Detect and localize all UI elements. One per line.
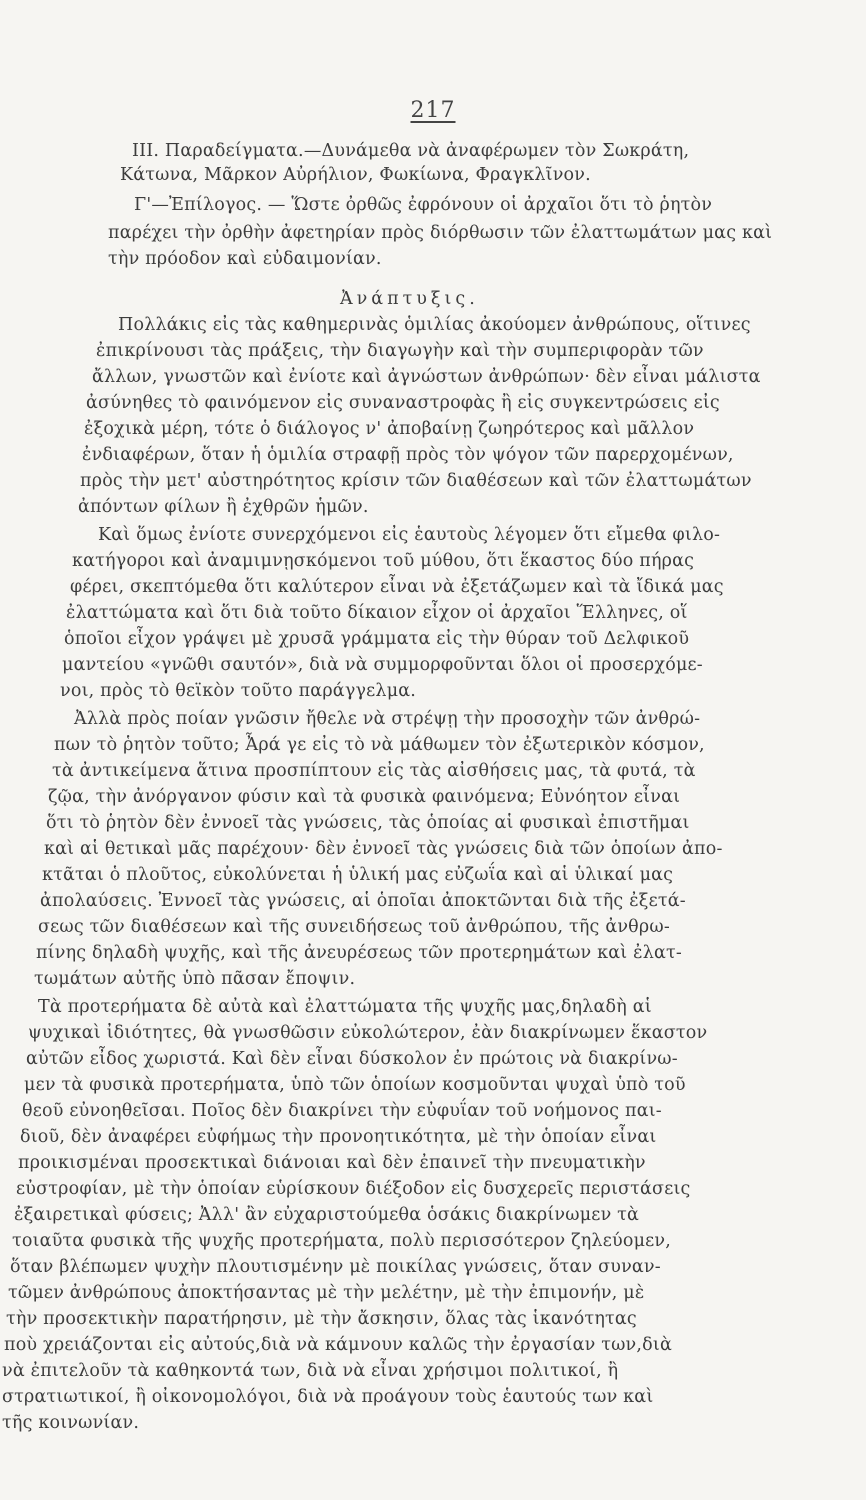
text-line: θεοῦ εὐνοηθεῖσαι. Ποῖος δὲν διακρίνει τὴν εὐφυΐαν τοῦ νοήμονος παι- [22,1101,662,1121]
text-line: τοιαῦτα φυσικὰ τῆς ψυχῆς προτερήματα, πολὺ περισσότερον ζηλεύομεν, [12,1231,672,1251]
text-line: ἐξοχικὰ μέρη, τότε ὁ διάλογος ν' ἀποβαίνῃ ζωηρότερος καὶ μᾶλλον [84,419,695,439]
text-line: τωμάτων αὐτῆς ὑπὸ πᾶσαν ἔποψιν. [34,969,356,989]
text-line: κατήγοροι καὶ ἀναμιμνῃσκόμενοι τοῦ μύθου, ὅτι ἕκαστος δύο πήρας [72,551,695,571]
text-line: παρέχει τὴν ὀρθὴν ἀφετηρίαν πρὸς διόρθωσιν τῶν ἐλαττωμάτων μας καὶ [108,223,773,243]
text-line: τὴν προσεκτικὴν παρατήρησιν, μὲ τὴν ἄσκησιν, ὅλας τὰς ἱκανότητας [6,1309,637,1329]
text-line: εὐστροφίαν, μὲ τὴν ὁποίαν εὑρίσκουν διέξοδον εἰς δυσχερεῖς περιστάσεις [16,1179,691,1199]
text-line: αὐτῶν εἶδος χωριστά. Καὶ δὲν εἶναι δύσκολον ἐν πρώτοις νὰ διακρίνω- [26,1049,678,1069]
text-line: διοῦ, δὲν ἀναφέρει εὐφήμως τὴν προνοητικότητα, μὲ τὴν ὁποίαν εἶναι [20,1127,657,1147]
text-line: τῆς κοινωνίαν. [2,1413,140,1433]
text-line: κτᾶται ὁ πλοῦτος, εὐκολύνεται ἡ ὑλική μας εὐζωΐα καὶ αἱ ὑλικαί μας [42,865,674,885]
text-line: ἄλλων, γνωστῶν καὶ ἐνίοτε καὶ ἀγνώστων ἀνθρώπων· δὲν εἶναι μάλιστα [92,367,761,387]
text-line: σεως τῶν διαθέσεων καὶ τῆς συνειδήσεως τοῦ ἀνθρώπου, τῆς ἀνθρω- [38,917,670,937]
text-line: νοι, πρὸς τὸ θεϊκὸν τοῦτο παράγγελμα. [60,681,417,701]
text-line: Καὶ ὅμως ἐνίοτε συνερχόμενοι εἰς ἑαυτοὺς λέγομεν ὅτι εἴμεθα φιλο- [98,525,721,545]
text-line: στρατιωτικοί, ἢ οἰκονομολόγοι, διὰ νὰ προάγουν τοὺς ἑαυτούς των καὶ [2,1387,654,1407]
page-text [0,138,866,1438]
text-line: πρὸς τὴν μετ' αὐστηρότητος κρίσιν τῶν διαθέσεων καὶ τῶν ἐλαττωμάτων [80,471,752,491]
text-line: ἀπολαύσεις. Ἐννοεῖ τὰς γνώσεις, αἱ ὁποῖαι ἀποκτῶνται διὰ τῆς ἐξετά- [40,891,686,911]
text-line: ζῷα, τὴν ἀνόργανον φύσιν καὶ τὰ φυσικὰ φαινόμενα; Εὐνόητον εἶναι [48,787,681,807]
text-line: μαντείου «γνῶθι σαυτόν», διὰ νὰ συμμορφοῦνται ὅλοι οἱ προσερχόμε- [62,655,703,675]
text-line: Τὰ προτερήματα δὲ αὐτὰ καὶ ἐλαττώματα τῆς ψυχῆς μας,δηλαδὴ αἱ [38,997,652,1017]
text-line: ἐξαιρετικαὶ φύσεις; Ἀλλ' ἂν εὐχαριστούμεθα ὁσάκις διακρίνωμεν τὰ [14,1205,640,1225]
text-line: τὴν πρόοδον καὶ εὐδαιμονίαν. [108,249,382,269]
text-line: τῶμεν ἀνθρώπους ἀποκτήσαντας μὲ τὴν μελέτην, μὲ τὴν ἐπιμονήν, μὲ [8,1283,645,1303]
text-line: νὰ ἐπιτελοῦν τὰ καθηκοντά των, διὰ νὰ εἶναι χρήσιμοι πολιτικοί, ἢ [2,1361,619,1381]
text-line: Πολλάκις εἰς τὰς καθημερινὰς ὁμιλίας ἀκούομεν ἀνθρώπους, οἵτινες [118,315,751,335]
text-line: ἐπικρίνουσι τὰς πράξεις, τὴν διαγωγὴν καὶ τὴν συμπεριφορὰν τῶν [96,341,704,361]
text-line: πων τὸ ῥητὸν τοῦτο; Ἆρά γε εἰς τὸ νὰ μάθωμεν τὸν ἐξωτερικὸν κόσμον, [54,735,705,755]
text-line: φέρει, σκεπτόμεθα ὅτι καλύτερον εἶναι νὰ ἐξετάζωμεν καὶ τὰ ἴδικά μας [70,577,724,597]
text-line: ἐνδιαφέρων, ὅταν ἡ ὁμιλία στραφῇ πρὸς τὸν ψόγον τῶν παρερχομένων, [82,445,734,465]
text-line: III. Παραδείγματα.—Δυνάμεθα νὰ ἀναφέρωμεν τὸν Σωκράτη, [132,141,690,161]
text-line: προικισμέναι προσεκτικαὶ διάνοιαι καὶ δὲν ἐπαινεῖ τὴν πνευματικὴν [18,1153,646,1173]
text-line: ἐλαττώματα καὶ ὅτι διὰ τοῦτο δίκαιον εἶχον οἱ ἀρχαῖοι Ἕλληνες, οἵ [66,603,688,623]
text-line: ὅτι τὸ ῥητὸν δὲν ἐννοεῖ τὰς γνώσεις, τὰς ὁποίας αἱ φυσικαὶ ἐπιστῆμαι [46,813,690,833]
text-line: πίνης δηλαδὴ ψυχῆς, καὶ τῆς ἀνευρέσεως τῶν προτερημάτων καὶ ἐλατ- [36,943,683,963]
text-line: μεν τὰ φυσικὰ προτερήματα, ὑπὸ τῶν ὁποίων κοσμοῦνται ψυχαὶ ὑπὸ τοῦ [24,1075,686,1095]
text-line: τὰ ἀντικείμενα ἅτινα προσπίπτουν εἰς τὰς αἰσθήσεις μας, τὰ φυτά, τὰ [52,761,696,781]
text-line: ἀπόντων φίλων ἢ ἐχθρῶν ἡμῶν. [78,497,369,517]
text-line: Γ'—Ἐπίλογος. — Ὥστε ὀρθῶς ἐφρόνουν οἱ ἀρχαῖοι ὅτι τὸ ῥητὸν [134,195,713,215]
text-line: ἀσύνηθες τὸ φαινόμενον εἰς συναναστροφὰς ἢ εἰς συγκεντρώσεις εἰς [86,393,720,413]
text-line: καὶ αἱ θετικαὶ μᾶς παρέχουν· δὲν ἐννοεῖ τὰς γνώσεις διὰ τῶν ὁποίων ἀπο- [44,839,723,859]
text-line: Κάτωνα, Μᾶρκον Αὐρήλιον, Φωκίωνα, Φραγκλῖνον. [120,165,591,185]
text-line: ὅταν βλέπωμεν ψυχὴν πλουτισμένην μὲ ποικίλας γνώσεις, ὅταν συναν- [10,1257,661,1277]
section-heading: Ἀνάπτυξις. [340,289,479,309]
page-number: 217 [410,98,456,123]
text-line: ποὺ χρειάζονται εἰς αὐτούς,διὰ νὰ κάμνουν καλῶς τὴν ἐργασίαν των,διὰ [4,1335,672,1355]
text-line: ψυχικαὶ ἰδιότητες, θὰ γνωσθῶσιν εὐκολώτερον, ἐὰν διακρίνωμεν ἕκαστον [28,1023,708,1043]
text-line: ὁποῖοι εἶχον γράψει μὲ χρυσᾶ γράμματα εἰς τὴν θύραν τοῦ Δελφικοῦ [64,629,690,649]
text-line: Ἀλλὰ πρὸς ποίαν γνῶσιν ἤθελε νὰ στρέψῃ τὴν προσοχὴν τῶν ἀνθρώ- [74,709,701,729]
